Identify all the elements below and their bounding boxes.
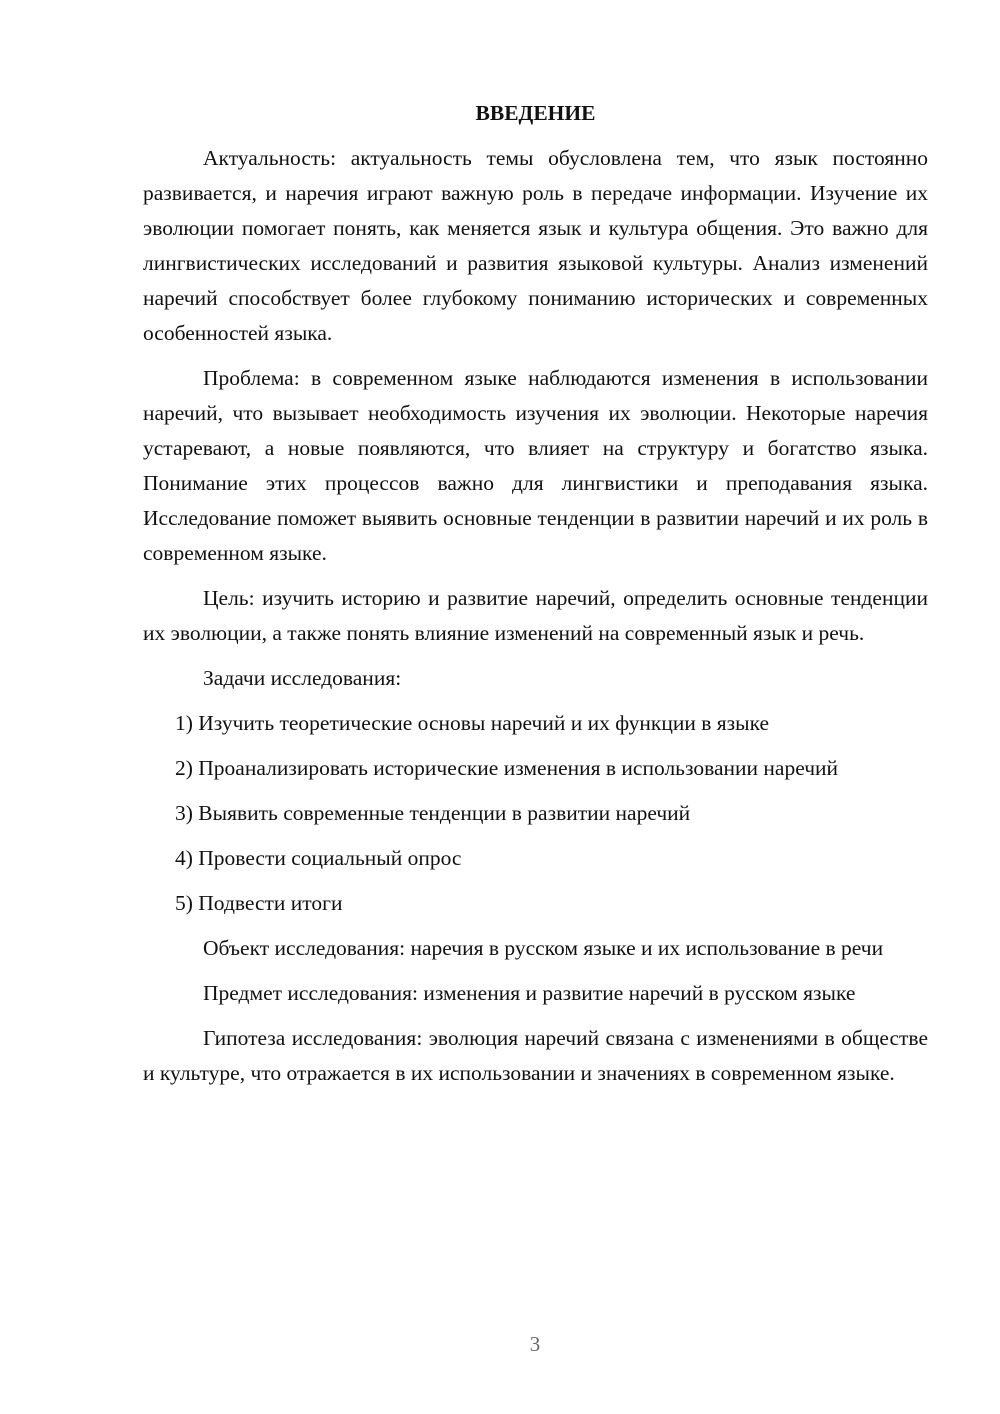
section-title: ВВЕДЕНИЕ [475, 101, 596, 125]
hypothesis-paragraph: Гипотеза исследования: эволюция наречий связана с изменениями в обществе и культуре, что отражается в их использовании и значениях в современном языке. [143, 1026, 928, 1085]
problem-paragraph: Проблема: в современном языке наблюдаются изменения в использовании наречий, что вызывает необходимость изучения их эволюции. Некоторые наречия устаревают, а новые появляются, что влияет на структуру и богатство языка. Понимание этих процессов важно для лингвистики и преподавания языка. Исследование поможет выявить основные тенденции в развитии наречий и их роль в современном языке. [143, 366, 928, 565]
object-paragraph: Объект исследования: наречия в русском языке и их использование в речи [203, 936, 884, 960]
goal-paragraph: Цель: изучить историю и развитие наречий, определить основные тенденции их эволюции, а также понять влияние изменений на современный язык и речь. [143, 586, 928, 645]
task-item-3: 3) Выявить современные тенденции в развитии наречий [175, 801, 691, 825]
task-item-1: 1) Изучить теоретические основы наречий и их функции в языке [175, 711, 770, 735]
task-item-5: 5) Подвести итоги [175, 891, 343, 915]
subject-paragraph: Предмет исследования: изменения и развитие наречий в русском языке [203, 981, 856, 1005]
relevance-paragraph: Актуальность: актуальность темы обусловлена тем, что язык постоянно развивается, и наречия играют важную роль в передаче информации. Изучение их эволюции помогает понять, как меняется язык и культура общения. Это важно для лингвистических исследований и развития языковой культуры. Анализ изменений наречий способствует более глубокому пониманию исторических и современных особенностей языка. [143, 146, 928, 345]
tasks-heading: Задачи исследования: [203, 666, 402, 690]
page-number: 3 [529, 1332, 541, 1356]
task-item-2: 2) Проанализировать исторические изменения в использовании наречий [175, 756, 839, 780]
task-item-4: 4) Провести социальный опрос [175, 846, 462, 870]
document-body [143, 96, 928, 1101]
